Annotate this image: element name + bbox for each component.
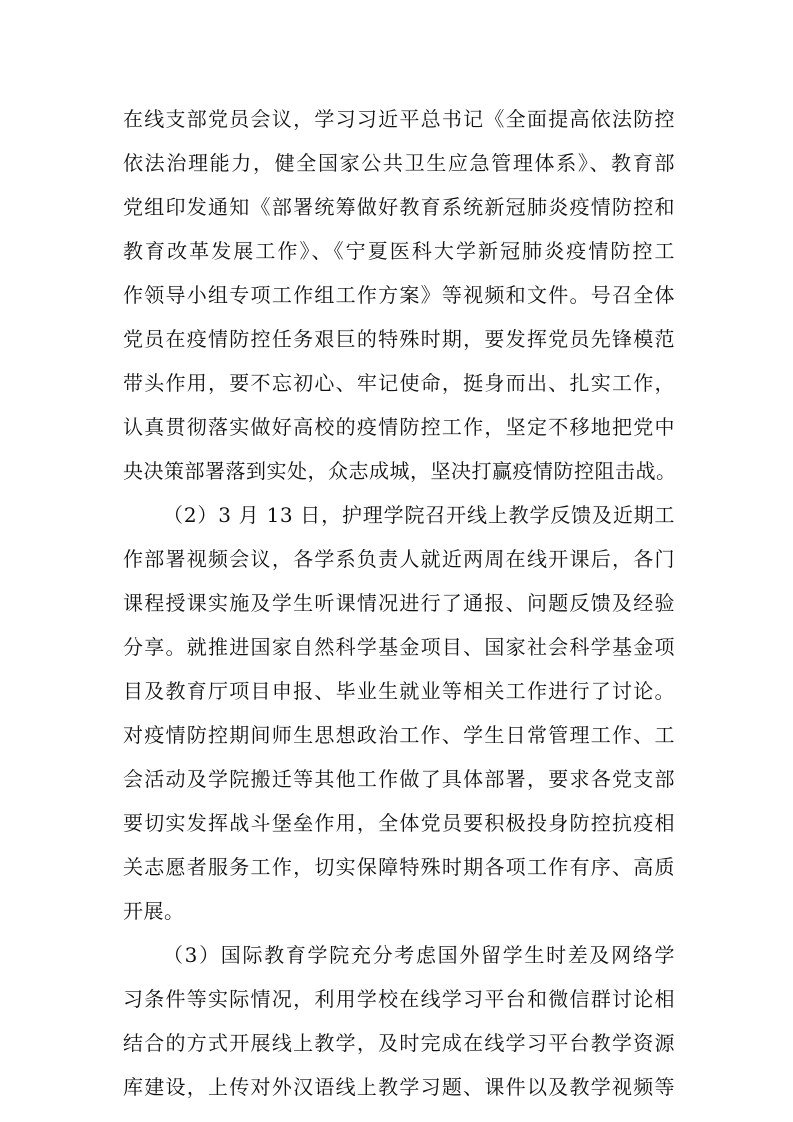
text-line: 党员在疫情防控任务艰巨的特殊时期，要发挥党员先锋模范 <box>123 327 675 351</box>
text-line: 目及教育厅项目申报、毕业生就业等相关工作进行了讨论。 <box>123 679 675 703</box>
text-line: 作部署视频会议，各学系负责人就近两周在线开课后，各门 <box>123 547 675 571</box>
text-line: 带头作用，要不忘初心、牢记使命，挺身而出、扎实工作， <box>123 371 675 395</box>
text-line: 认真贯彻落实做好高校的疫情防控工作，坚定不移地把党中 <box>123 415 675 439</box>
document-page <box>123 97 675 1109</box>
text-line: 在线支部党员会议，学习习近平总书记《全面提高依法防控 <box>123 107 675 131</box>
paragraph-3 <box>123 933 675 1109</box>
text-line: 关志愿者服务工作，切实保障特殊时期各项工作有序、高质 <box>123 855 675 879</box>
text-line: 要切实发挥战斗堡垒作用，全体党员要积极投身防控抗疫相 <box>123 811 675 835</box>
text-line: 习条件等实际情况，利用学校在线学习平台和微信群讨论相 <box>123 987 675 1011</box>
text-line: 库建设，上传对外汉语线上教学习题、课件以及教学视频等 <box>123 1075 675 1099</box>
text-line: 课程授课实施及学生听课情况进行了通报、问题反馈及经验 <box>123 591 675 615</box>
paragraph-1 <box>123 97 675 493</box>
text-line: 依法治理能力，健全国家公共卫生应急管理体系》、教育部 <box>123 151 675 175</box>
text-line: 党组印发通知《部署统筹做好教育系统新冠肺炎疫情防控和 <box>123 195 675 219</box>
text-line: 分享。就推进国家自然科学基金项目、国家社会科学基金项 <box>123 635 675 659</box>
paragraph-2 <box>123 493 675 933</box>
text-line: 教育改革发展工作》、《宁夏医科大学新冠肺炎疫情防控工 <box>123 239 675 263</box>
text-line: （3）国际教育学院充分考虑国外留学生时差及网络学 <box>163 943 675 967</box>
text-line: 作领导小组专项工作组工作方案》等视频和文件。号召全体 <box>123 283 675 307</box>
text-line: 对疫情防控期间师生思想政治工作、学生日常管理工作、工 <box>123 723 675 747</box>
text-line: 央决策部署落到实处，众志成城，坚决打赢疫情防控阻击战。 <box>123 459 677 483</box>
text-line: （2）3 月 13 日，护理学院召开线上教学反馈及近期工 <box>163 503 675 527</box>
text-line: 会活动及学院搬迁等其他工作做了具体部署，要求各党支部 <box>123 767 675 791</box>
text-line: 开展。 <box>123 899 185 923</box>
text-line: 结合的方式开展线上教学，及时完成在线学习平台教学资源 <box>123 1031 675 1055</box>
